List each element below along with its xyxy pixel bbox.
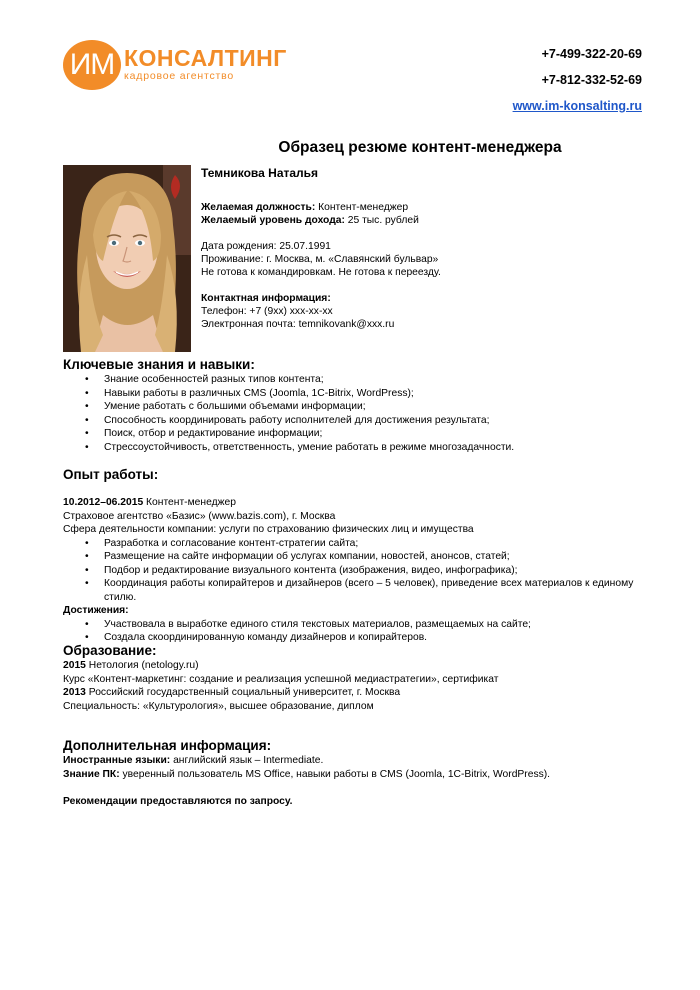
job-sphere: Сфера деятельности компании: услуги по страхованию физических лиц и имущества — [63, 524, 474, 535]
job-period-dates: 10.2012–06.2015 — [63, 497, 144, 508]
logo-name: КОНСАЛТИНГ — [124, 45, 287, 71]
experience-section — [63, 467, 663, 645]
candidate-name: Темникова Наталья — [201, 166, 319, 180]
achievements-list — [63, 618, 663, 645]
education-year-2: 2013 — [63, 687, 86, 698]
languages-value: английский язык – Intermediate. — [170, 755, 324, 766]
duties-list — [63, 537, 663, 605]
additional-heading: Дополнительная информация: — [63, 738, 272, 753]
agency-site-link[interactable]: www.im-konsalting.ru — [512, 99, 642, 113]
residence: Проживание: г. Москва, м. «Славянский бульвар» — [201, 254, 439, 265]
education-entry-1 — [63, 659, 663, 673]
education-specialty: Специальность: «Культурология», высшее образование, диплом — [63, 700, 374, 712]
list-item: • Поиск, отбор и редактирование информации; — [63, 427, 663, 441]
travel-status: Не готова к командировкам. Не готова к переезду. — [201, 267, 441, 278]
education-course: Курс «Контент-маркетинг: создание и реализация успешной медиастратегии», сертификат — [63, 673, 499, 685]
list-item: • Подбор и редактирование визуального контента (изображения, видео, инфографика); — [63, 564, 663, 578]
recommendations: Рекомендации предоставляются по запросу. — [63, 796, 293, 807]
agency-phone-1: +7-499-322-20-69 — [541, 47, 642, 61]
education-entry-2 — [63, 686, 663, 700]
additional-section — [63, 738, 663, 809]
candidate-email: Электронная почта: temnikovank@xxx.ru — [201, 319, 395, 330]
agency-contacts — [513, 41, 642, 119]
pc-skills-label: Знание ПК: — [63, 768, 120, 780]
list-item: • Создала скоординированную команду дизайнеров и копирайтеров. — [63, 631, 663, 645]
logo-mark: ИМ — [63, 40, 121, 90]
list-item: • Навыки работы в различных CMS (Joomla, 1С-Bitrix, WordPress); — [63, 387, 663, 401]
list-item: • Размещение на сайте информации об услугах компании, новостей, анонсов, статей; — [63, 550, 663, 564]
profile-photo — [63, 165, 191, 352]
languages-label: Иностранные языки: — [63, 755, 171, 766]
logo-subtitle: кадровое агентство — [124, 70, 235, 82]
skills-heading: Ключевые знания и навыки: — [63, 357, 255, 372]
list-item: • Стрессоустойчивость, ответственность, умение работать в режиме многозадачности. — [63, 441, 663, 455]
candidate-phone: Телефон: +7 (9хх) ххх-хх-хх — [201, 306, 333, 317]
skills-section — [63, 357, 663, 454]
education-place-2: Российский государственный социальный университет, г. Москва — [85, 687, 401, 698]
experience-heading: Опыт работы: — [63, 467, 159, 482]
education-heading: Образование: — [63, 643, 157, 658]
contact-heading: Контактная информация: — [201, 293, 331, 304]
job-period — [63, 496, 663, 510]
education-place-1: Нетология (netology.ru) — [85, 660, 199, 671]
list-item: • Разработка и согласование контент-стратегии сайта; — [63, 537, 663, 551]
languages — [63, 754, 663, 768]
desired-income — [201, 214, 441, 227]
personal-info — [201, 167, 441, 331]
agency-phone-2: +7-812-332-52-69 — [541, 73, 642, 87]
job-role: Контент-менеджер — [143, 497, 236, 508]
list-item: • Умение работать с большими объемами информации; — [63, 400, 663, 414]
list-item: • Способность координировать работу исполнителей для достижения результата; — [63, 414, 663, 428]
achievements-label: Достижения: — [63, 605, 129, 616]
list-item: • Участвовала в выработке единого стиля текстовых материалов, размещаемых на сайте; — [63, 618, 663, 632]
logo-text — [124, 46, 287, 82]
list-item: • Знание особенностей разных типов контента; — [63, 373, 663, 387]
education-section — [63, 643, 663, 713]
job-company: Страховое агентство «Базис» (www.bazis.com), г. Москва — [63, 510, 336, 522]
portrait-illustration — [63, 165, 191, 352]
desired-income-value: 25 тыс. рублей — [344, 215, 419, 226]
desired-position-value: Контент-менеджер — [315, 202, 409, 213]
page-title: Образец резюме контент-менеджера — [278, 139, 562, 156]
skills-list — [63, 373, 663, 454]
desired-income-label: Желаемый уровень дохода: — [201, 215, 345, 226]
list-item: • Координация работы копирайтеров и дизайнеров (всего – 5 человек), приведение всех материалов к единому стилю. — [63, 577, 663, 604]
birth-date: Дата рождения: 25.07.1991 — [201, 241, 331, 252]
desired-position — [201, 201, 441, 214]
education-year-1: 2015 — [63, 660, 86, 671]
desired-position-label: Желаемая должность: — [201, 202, 316, 213]
pc-skills — [63, 768, 663, 782]
pc-skills-value: уверенный пользователь MS Office, навыки работы в CMS (Joomla, 1С-Bitrix, WordPress). — [119, 768, 551, 780]
